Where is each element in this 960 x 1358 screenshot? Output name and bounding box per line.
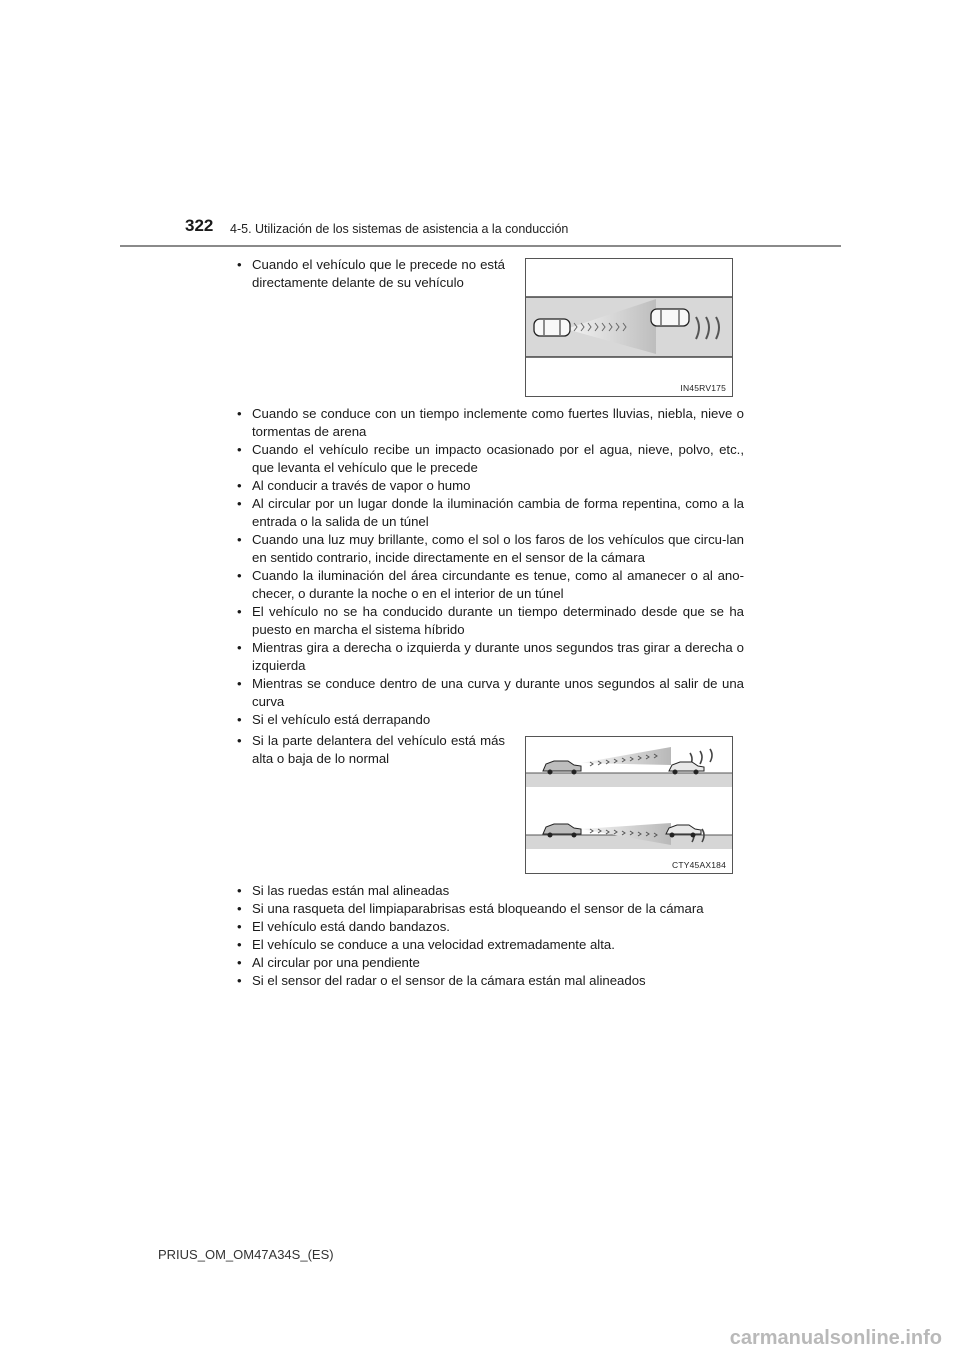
- watermark: carmanualsonline.info: [729, 1327, 942, 1349]
- list-item: • Si el sensor del radar o el sensor de la cámara están mal alineados: [237, 972, 744, 990]
- list-item: • Cuando una luz muy brillante, como el sol o los faros de los vehículos que circu-lan en sentido contrario, incide directamente en el sensor de la cámara: [237, 531, 744, 567]
- list-item: • Cuando se conduce con un tiempo inclemente como fuertes lluvias, niebla, nieve o tormentas de arena: [237, 405, 744, 441]
- list-item: • Al conducir a través de vapor o humo: [237, 477, 744, 495]
- figure-vehicle-height: [525, 736, 733, 874]
- bullet-list-4: [237, 882, 744, 990]
- header-rule: [120, 245, 841, 247]
- page-number: 322: [185, 216, 214, 235]
- offset-vehicle-radar-diagram-icon: [526, 259, 732, 396]
- bullet-list-2: [237, 405, 744, 729]
- section-title: 4-5. Utilización de los sistemas de asistencia a la conducción: [230, 222, 569, 236]
- list-item: • El vehículo está dando bandazos.: [237, 918, 744, 936]
- list-item: • El vehículo no se ha conducido durante un tiempo determinado desde que se ha puesto en marcha el sistema híbrido: [237, 603, 744, 639]
- list-item: • Si el vehículo está derrapando: [237, 711, 744, 729]
- list-item: • Si una rasqueta del limpiaparabrisas está bloqueando el sensor de la cámara: [237, 900, 744, 918]
- list-item: • Si la parte delantera del vehículo está más alta o baja de lo normal: [237, 732, 505, 768]
- list-item: • Mientras se conduce dentro de una curva y durante unos segundos al salir de una curva: [237, 675, 744, 711]
- bullet-list-3: [237, 732, 505, 768]
- footer-code: PRIUS_OM_OM47A34S_(ES): [158, 1247, 334, 1262]
- list-item: • Al circular por una pendiente: [237, 954, 744, 972]
- vehicle-height-radar-diagram-icon: [526, 737, 732, 873]
- list-item: • El vehículo se conduce a una velocidad extremadamente alta.: [237, 936, 744, 954]
- bullet-list-1: [237, 256, 505, 292]
- list-item: • Mientras gira a derecha o izquierda y durante unos segundos tras girar a derecha o izquierda: [237, 639, 744, 675]
- list-item: • Si las ruedas están mal alineadas: [237, 882, 744, 900]
- list-item: • Cuando el vehículo recibe un impacto ocasionado por el agua, nieve, polvo, etc., que levanta el vehículo que le precede: [237, 441, 744, 477]
- list-item: • Cuando la iluminación del área circundante es tenue, como al amanecer o al ano-checer, o durante la noche o en el interior de un túnel: [237, 567, 744, 603]
- figure-offset-vehicle: [525, 258, 733, 397]
- list-item: • Al circular por un lugar donde la iluminación cambia de forma repentina, como a la entrada o la salida de un túnel: [237, 495, 744, 531]
- figure-code: CTY45AX184: [672, 860, 726, 870]
- figure-code: IN45RV175: [680, 383, 726, 393]
- list-item: • Cuando el vehículo que le precede no está directamente delante de su vehículo: [237, 256, 505, 292]
